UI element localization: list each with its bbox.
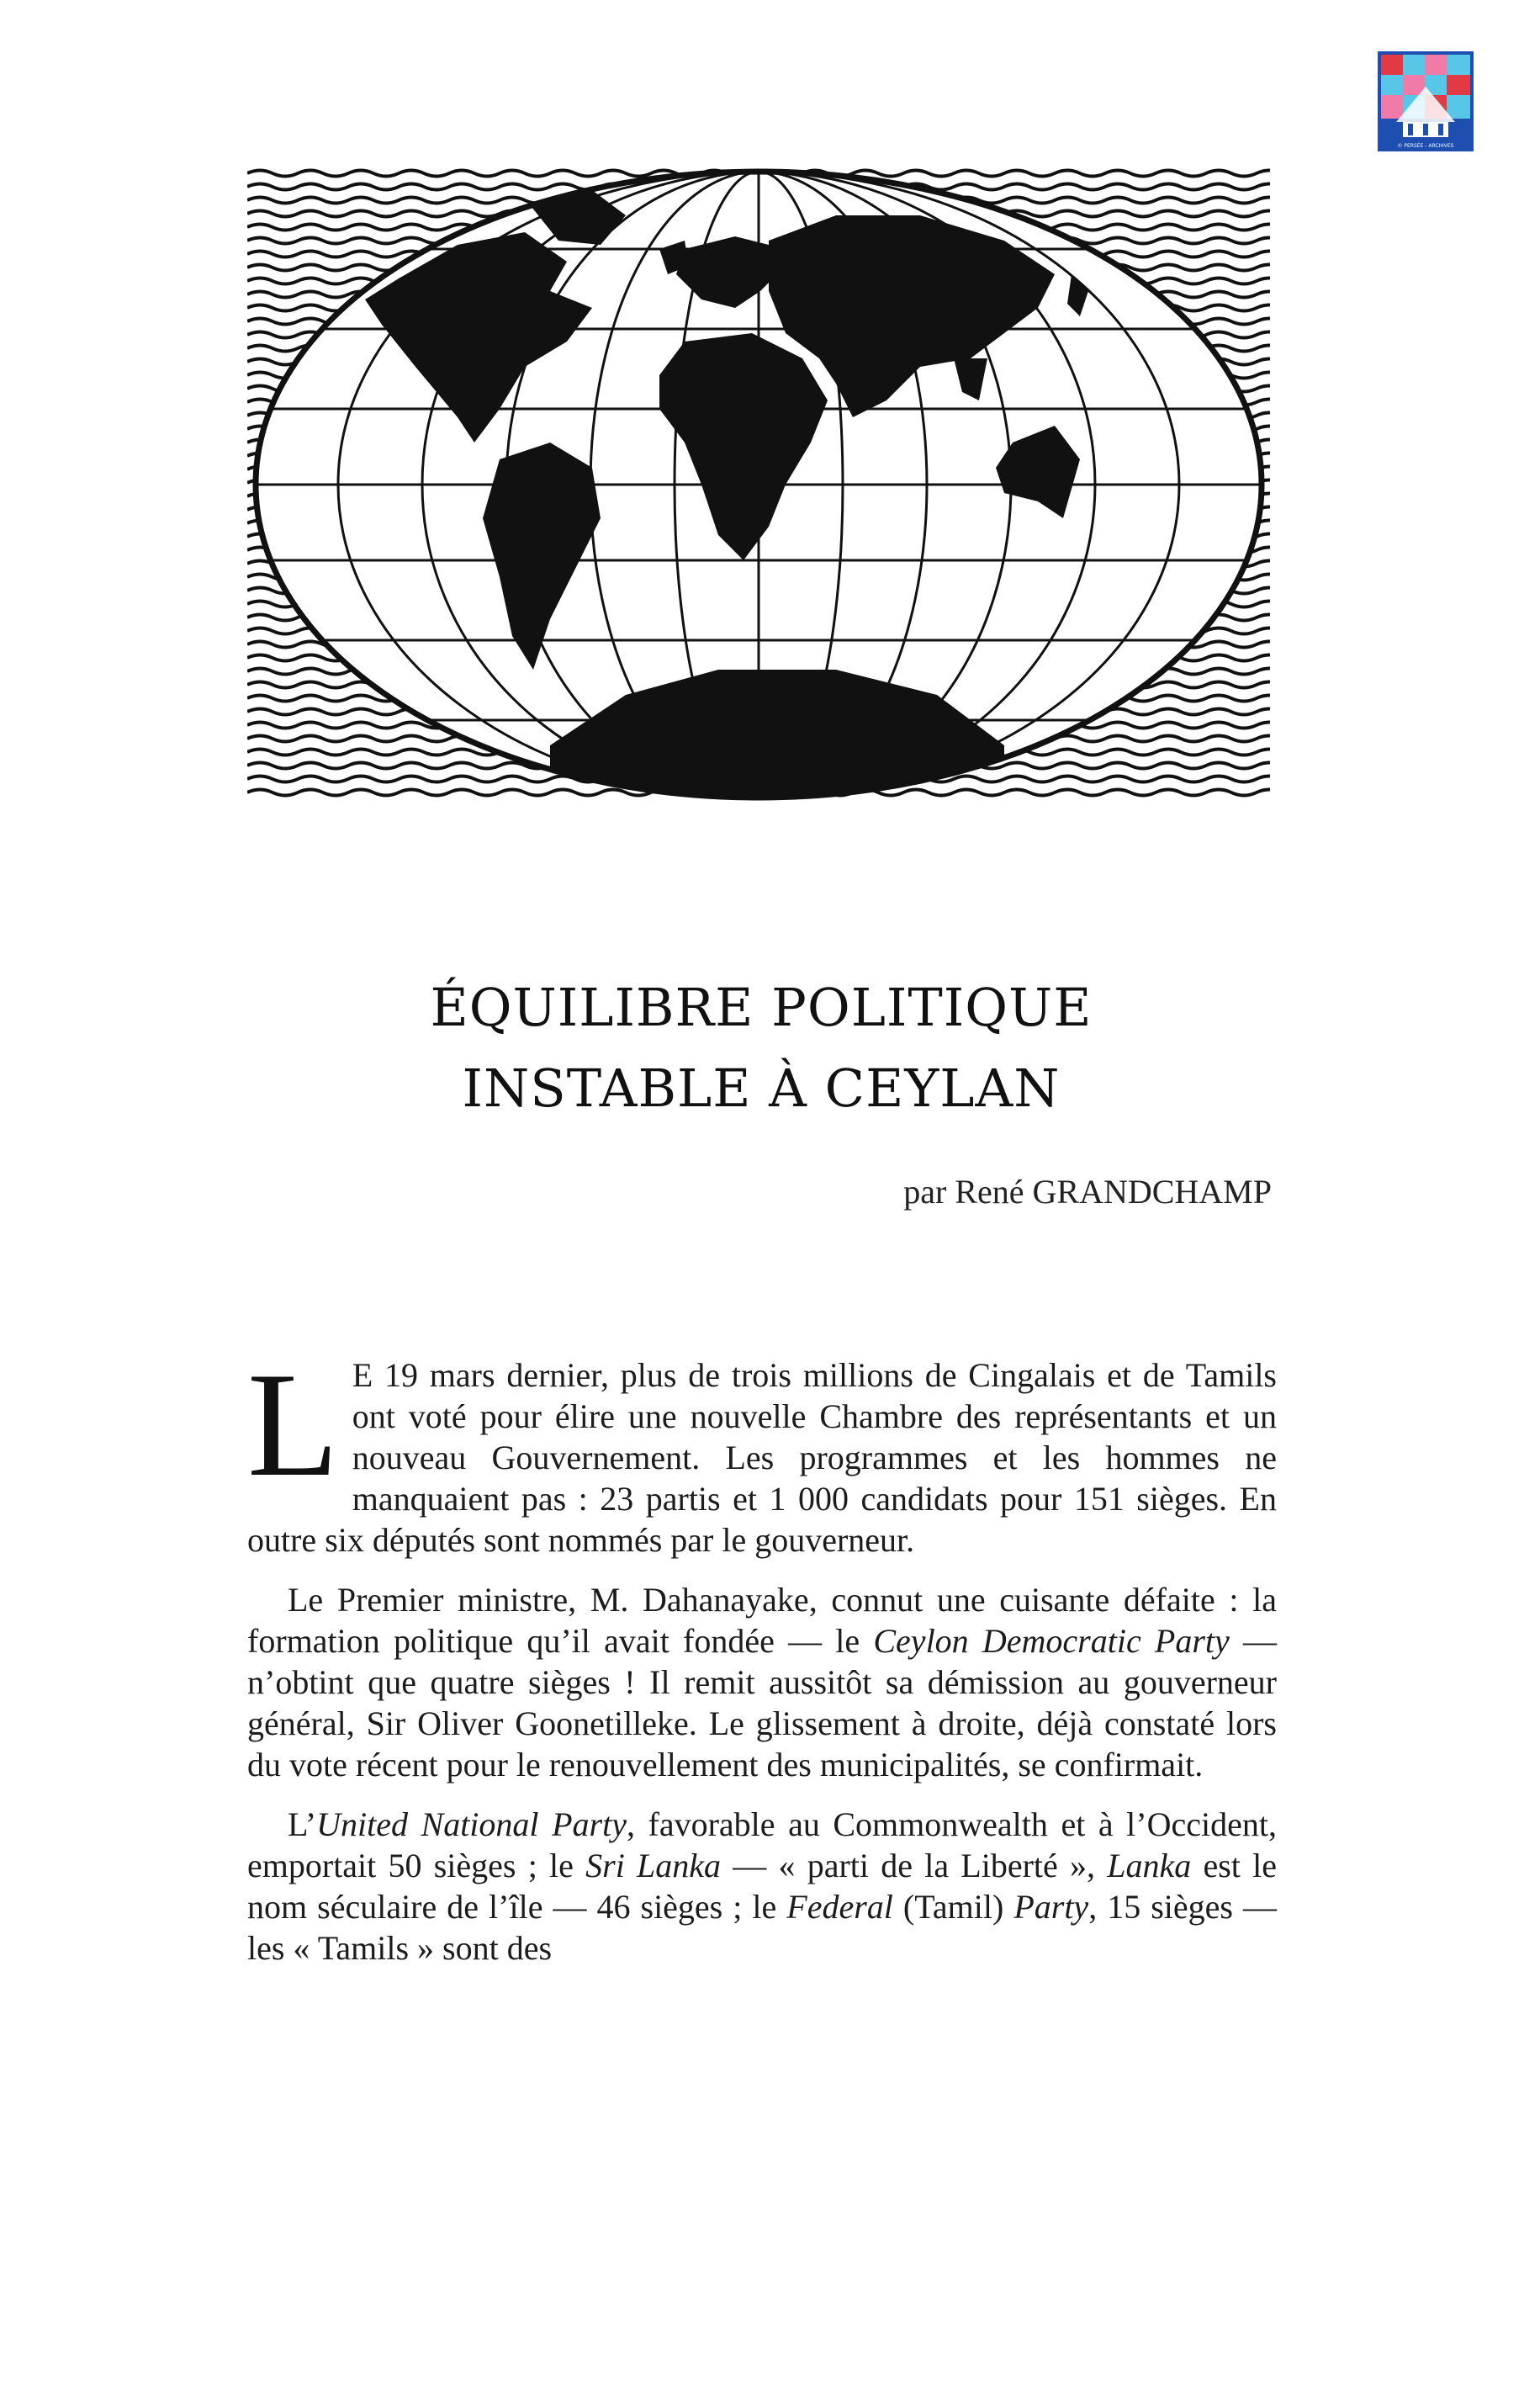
paragraph-3-text-e: — « parti de la Liberté », bbox=[721, 1847, 1108, 1884]
paragraph-2 bbox=[247, 1579, 1277, 1785]
paragraph-3-text-k: , 15 sièges — les « Tamils » sont des bbox=[247, 1888, 1277, 1967]
word-party: Party bbox=[1013, 1888, 1089, 1926]
party-name-ceylon-democratic: Ceylon Democratic Party bbox=[873, 1622, 1230, 1660]
party-name-sri-lanka: Sri Lanka bbox=[585, 1847, 722, 1884]
byline: par René GRANDCHAMP bbox=[903, 1173, 1272, 1211]
paragraph-2-text-c: — n’obtint que quatre sièges ! Il remit aussitôt sa démission au gouverneur général, Sir Oliver Goonetilleke. Le glissement à droite, déjà constaté lors du vote récent pour le renouvellement des municipalités, se confirmait. bbox=[247, 1622, 1278, 1783]
world-map-icon bbox=[247, 165, 1270, 804]
paragraph-2-text-a: Le Premier ministre, M. Dahanayake, connut une cuisante défaite : la formation politique qu’il avait fondée — le bbox=[247, 1581, 1277, 1660]
paragraph-3-text-c: , favorable au Commonwealth et à l’Occident, emportait 50 sièges ; le bbox=[247, 1805, 1277, 1884]
word-lanka: Lanka bbox=[1107, 1847, 1192, 1884]
article-title bbox=[252, 967, 1270, 1129]
party-name-unp: United National Party bbox=[316, 1805, 627, 1843]
logo-caption: © PERSÉE - ARCHIVES bbox=[1397, 143, 1454, 149]
word-federal: Federal bbox=[786, 1888, 893, 1926]
paragraph-3-text-i: (Tamil) bbox=[892, 1888, 1014, 1926]
paragraph-3-text-g: est le nom séculaire de l’île — 46 sièges ; le bbox=[247, 1847, 1277, 1926]
paragraph-1-text: E 19 mars dernier, plus de trois millions de Cingalais et de Tamils ont voté pour élire une nouvelle Chambre des représentants et un nouveau Gouvernement. Les programmes et les hommes ne manquaient pas : 23 partis et 1 000 candidats pour 151 sièges. En outre six députés sont nommés par le gouverneur. bbox=[247, 1356, 1277, 1559]
paragraph-3-text-a: L’ bbox=[288, 1805, 317, 1843]
article-title-text: ÉQUILIBRE POLITIQUE INSTABLE À CEYLAN bbox=[430, 977, 1093, 1119]
article-body bbox=[247, 1341, 1278, 1987]
paragraph-1 bbox=[247, 1341, 1277, 1561]
publisher-logo bbox=[1378, 51, 1474, 151]
paragraph-3 bbox=[247, 1804, 1277, 1969]
drop-cap: L bbox=[247, 1341, 339, 1508]
